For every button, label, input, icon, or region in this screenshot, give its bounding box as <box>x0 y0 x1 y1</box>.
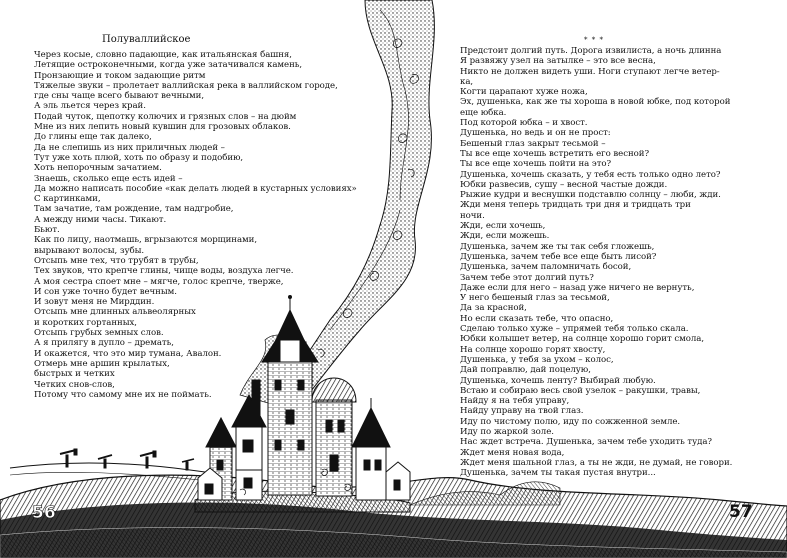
poem-line: Подай чуток, щепотку колючих и грязных слов – на дюйм <box>34 111 297 122</box>
poem-line: Отмерь мне аршин крылатых, <box>34 358 170 369</box>
poem-line: Зачем тебе этот долгий путь? <box>460 272 594 283</box>
poem-line: Тяжелые звуки – пролетает валлийская река в валлийском городе, <box>34 80 338 91</box>
poem-line: Предстоит долгий путь. Дорога извилиста, а ночь длинна <box>460 46 722 56</box>
poem-line: А моя сестра споет мне – мягче, голос крепче, тверже, <box>34 276 284 287</box>
poem-line: С картинками, <box>34 194 101 205</box>
poem-line: Через косые, словно падающие, как итальянская башня, <box>34 50 292 60</box>
poem-line: Сделаю только хуже – упрямей тебя только скала. <box>460 324 689 335</box>
poem-line: вырывают волосы, зубы. <box>34 245 145 256</box>
poem-line: Никто не должен видеть уши. Ноги ступают легче ветер- <box>460 66 720 77</box>
poem-line: где сны чаще всего бывают вечными, <box>34 91 205 102</box>
poem-line: До глины еще так далеко, <box>34 132 152 143</box>
poem-line: Четких снов-слов, <box>34 379 115 390</box>
poem-line: Найду я на тебя управу, <box>460 396 570 407</box>
left-poem-title: Полуваллийское <box>102 34 191 45</box>
poem-line: И зовут меня не Мирддин. <box>34 297 155 308</box>
poem-line: Мне из них лепить новый кувшин для грозовых облаков. <box>34 122 291 133</box>
poem-line: Ждет меня шальной глаз, а ты не жди, не думай, не говори. <box>460 457 733 468</box>
page-number-left: 56 <box>32 503 56 523</box>
poem-line: Да за красной, <box>460 303 527 314</box>
poem-line: Даже если для него – назад уже ничего не вернуть, <box>460 282 695 293</box>
poem-line: Найду управу на твой глаз. <box>460 406 584 417</box>
poem-line: Душенька, зачем тебе все еще быть лисой? <box>460 251 657 262</box>
poem-line: Летящие остроконечными, когда уже затачивался камень, <box>34 60 303 71</box>
poem-line: Бешеный глаз закрыт тесьмой – <box>460 138 606 149</box>
poem-line: Нас ждет встреча. Душенька, зачем тебе уходить туда? <box>460 437 712 448</box>
poem-line: А эль льется через край. <box>34 101 146 112</box>
poem-line: Знаешь, сколько еще есть идей – <box>34 173 183 184</box>
poem-line: Тут уже хоть плюй, хоть по образу и подобию, <box>34 152 244 163</box>
poem-line: Отсыпь грубых земных слов. <box>34 328 164 339</box>
poem-line: еще юбка. <box>460 107 507 118</box>
poem-line: Душенька, зачем ты такая пустая внутри... <box>460 468 656 479</box>
right-poem <box>460 46 732 478</box>
poem-line: Бьют. <box>34 225 60 236</box>
poem-line: быстрых и четких <box>34 369 115 380</box>
poem-line: Жди, если хочешь, <box>460 221 546 232</box>
poem-line: Тех звуков, что крепче глины, чище воды, воздуха легче. <box>34 266 294 277</box>
poem-line: ночи. <box>460 210 485 221</box>
poem-line: Иду по чистому полю, иду по сожженной земле. <box>460 416 681 427</box>
poem-line: Пронзающие и током задающие ритм <box>34 70 206 81</box>
poem-line: Душенька, зачем паломничать босой, <box>460 262 632 273</box>
poem-line: Юбки колышет ветер, на солнце хорошо горит смола, <box>460 334 705 345</box>
poem-line: Потому что самому мне их не поймать. <box>34 389 212 400</box>
poem-line: Душенька, зачем же ты так себя гложешь, <box>460 241 655 252</box>
poem-line: Душенька, у тебя за ухом – колос, <box>460 354 614 365</box>
poem-line: Душенька, хочешь ленту? Выбирай любую. <box>460 375 656 386</box>
poem-line: Жди, если можешь. <box>460 231 550 242</box>
poem-line: А я прилягу в дупло – дремать, <box>34 338 174 349</box>
poem-line: Хоть непорочным зачатием. <box>34 163 162 174</box>
poem-line: А между ними часы. Тикают. <box>34 214 167 225</box>
poem-line: Я развяжу узел на затылке – это все весна, <box>460 56 656 67</box>
poem-line: Эх, душенька, как же ты хороша в новой юбке, под которой <box>460 97 731 108</box>
poem-line: Душенька, хочешь сказать, у тебя есть только одно лето? <box>460 169 721 180</box>
poem-line: И окажется, что это мир тумана, Авалон. <box>34 348 222 359</box>
poem-line: Как по лицу, наотмашь, вгрызаются морщинами, <box>34 235 258 246</box>
poem-line: Ждет меня новая вода, <box>460 447 565 458</box>
poem-line: Рыжие кудри и веснушки подставлю солнцу – люби, жди. <box>460 190 721 201</box>
poem-line: Там зачатие, там рождение, там надгробие, <box>34 204 234 215</box>
poem-line: Под которой юбка – и хвост. <box>460 118 588 129</box>
poem-line: У него бешеный глаз за тесьмой, <box>460 293 610 304</box>
poem-line: Дай поправлю, дай поцелую, <box>460 365 591 376</box>
poem-line: Отсыпь мне тех, что трубят в трубы, <box>34 255 199 266</box>
poem-line: Жди меня теперь тридцать три дня и тридцать три <box>460 200 691 211</box>
poem-line: Да не слепишь из них приличных людей – <box>34 142 225 153</box>
poem-line: Но если сказать тебе, что опасно, <box>460 313 614 324</box>
page-number-right: 57 <box>729 502 753 522</box>
poem-line: Да можно написать пособие «как делать людей в кустарных условиях» <box>34 183 357 194</box>
pump-silhouettes <box>60 449 194 470</box>
poem-line: Встаю и собираю весь свой узелок – ракушки, травы, <box>460 385 701 396</box>
poem-line: Ты все еще хочешь встретить его весной? <box>460 148 650 159</box>
poem-line: И сон уже точно будет вечным. <box>34 286 177 297</box>
poem-line: Ты все еще хочешь пойти на это? <box>460 159 612 170</box>
poem-line: Юбки развесив, сушу – весной частые дожди. <box>460 179 668 190</box>
poem-line: Иду по жаркой золе. <box>460 426 554 437</box>
poem-line: Когти царапают хуже ножа, <box>460 87 588 98</box>
poem-line: ка, <box>460 76 474 87</box>
poem-line: На солнце хорошо горят хвосту, <box>460 344 606 355</box>
right-poem-separator: * * * <box>584 36 604 44</box>
left-poem <box>34 50 357 400</box>
poem-line: Душенька, но ведь и он не прост: <box>460 128 611 139</box>
poem-line: и коротких гортанных, <box>34 317 137 328</box>
poem-line: Отсыпь мне длинных альвеолярных <box>34 307 196 318</box>
